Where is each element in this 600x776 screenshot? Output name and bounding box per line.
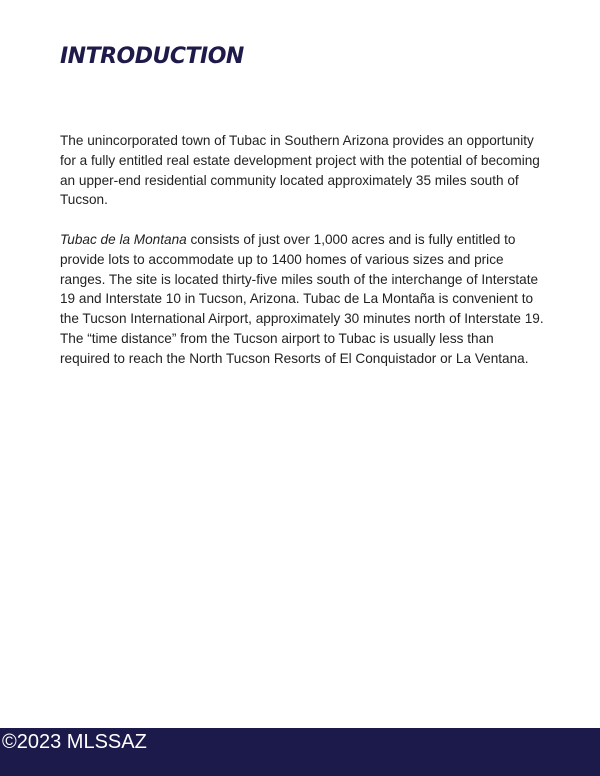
paragraph-2-italic-lead: Tubac de la Montana <box>60 231 187 247</box>
paragraph-1: The unincorporated town of Tubac in Southern Arizona provides an opportunity for a fully entitled real estate development project with the potential of becoming an upper-end residential community located approximately 35 miles south of Tucson. <box>60 133 540 208</box>
page-title: INTRODUCTION <box>60 44 244 69</box>
paragraph-2-text: consists of just over 1,000 acres and is fully entitled to provide lots to accommodate up to 1400 homes of various sizes and price ranges. The site is located thirty-five miles south of the interchange of Interstate 19 and Interstate 10 in Tucson, Arizona. Tubac de La Montaña is convenient to the Tucson International Airport, approximately 30 minutes north of Interstate 19. The “time distance” from the Tucson airport to Tubac is usually less than required to reach the North Tucson Resorts of El Conquistador or La Ventana. <box>60 231 544 366</box>
body-content <box>60 131 545 388</box>
paragraph-2 <box>60 230 545 369</box>
copyright-text: ©2023 MLSSAZ <box>2 731 147 753</box>
footer-bar <box>0 728 600 776</box>
